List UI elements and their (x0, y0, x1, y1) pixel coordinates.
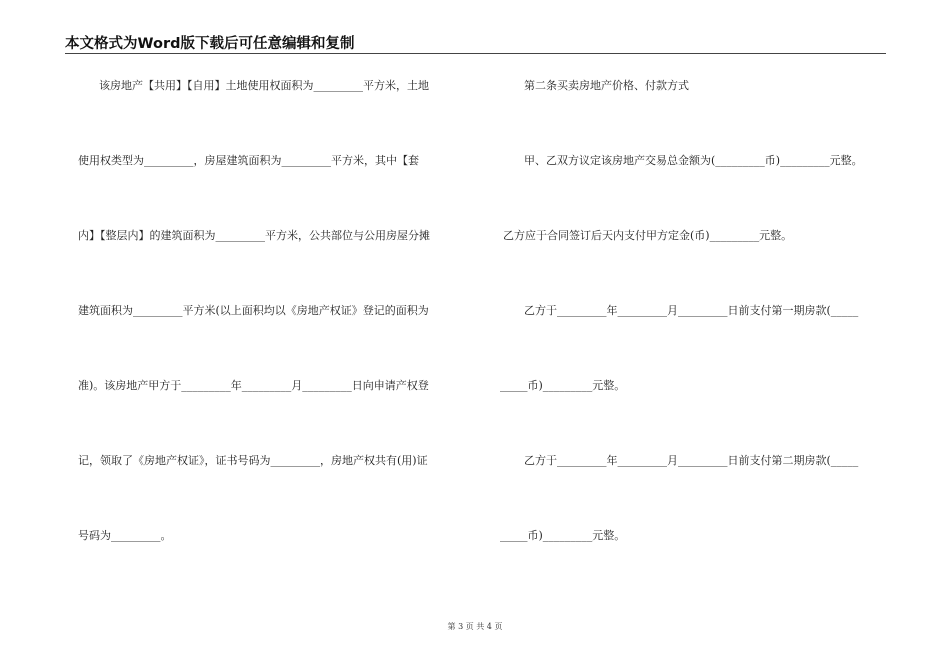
left-line-1: 该房地产【共用】【自用】土地使用权面积为_________平方米，土地 (99, 79, 429, 92)
right-line-3: 乙方应于合同签订后天内支付甲方定金(币)_________元整。 (503, 229, 793, 242)
left-line-7: 号码为_________。 (78, 529, 172, 542)
right-line-1: 第二条买卖房地产价格、付款方式 (524, 79, 689, 92)
left-line-3: 内】【整层内】的建筑面积为_________平方米，公共部位与公用房屋分摊 (78, 229, 430, 242)
left-line-6: 记，领取了《房地产权证》，证书号码为_________，房地产权共有(用)证 (78, 454, 428, 467)
header-divider (65, 53, 886, 54)
page-number: 第 3 页 共 4 页 (447, 622, 503, 631)
left-line-5: 准)。该房地产甲方于_________年_________月_________日向申请产权登 (78, 379, 429, 392)
right-line-2: 甲、乙双方议定该房地产交易总金额为(_________币)_________元整。 (524, 154, 863, 167)
left-line-4: 建筑面积为_________平方米(以上面积均以《房地产权证》登记的面积为 (78, 304, 429, 317)
right-line-5: _____币)_________元整。 (500, 379, 626, 392)
right-line-4: 乙方于_________年_________月_________日前支付第一期房款(_____ (524, 304, 859, 317)
document-header-title: 本文格式为Word版下载后可任意编辑和复制 (65, 36, 355, 52)
left-line-2: 使用权类型为_________，房屋建筑面积为_________平方米，其中【套 (78, 154, 419, 167)
right-line-7: _____币)_________元整。 (500, 529, 626, 542)
right-line-6: 乙方于_________年_________月_________日前支付第二期房款(_____ (524, 454, 859, 467)
